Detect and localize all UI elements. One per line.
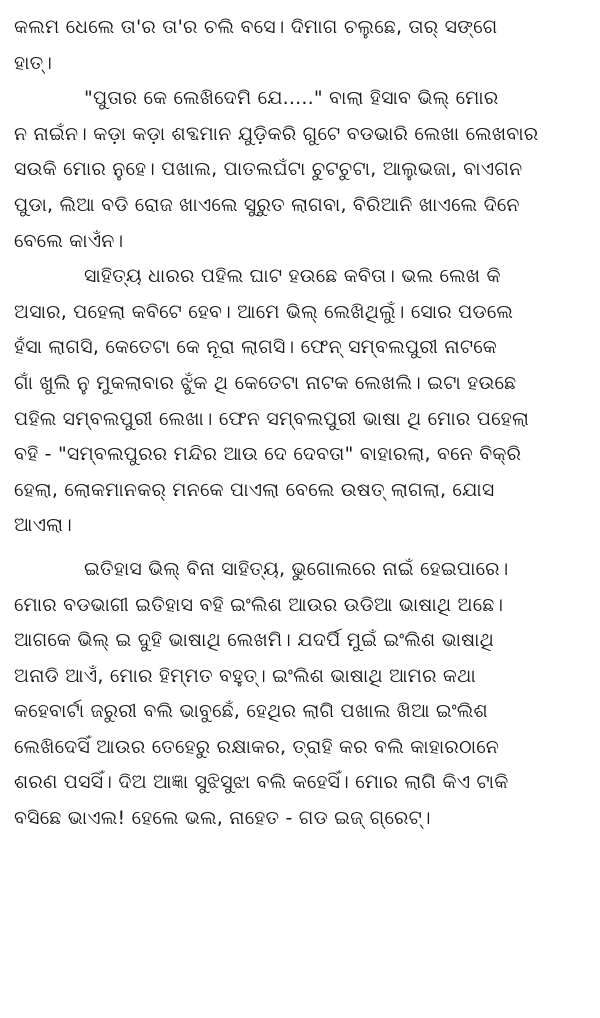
text-line: ଗାଁ ଖୁଲି ନୁ ମୁକଲାବାର ଝୁଁକ ଥି କେତେଟା ନାଟକ ଲେଖଲି। ଇଟା ହଉଛେ [14, 371, 517, 394]
paragraph-2 [14, 81, 586, 259]
paragraph-4 [14, 552, 586, 837]
text-line: ପୁଡା, ଲିଆ ବଡି ରୋଜ ଖାଏଲେ ସୁରୁତ ଲାଗବା, ବିରିଆନି ଖାଏଲେ ଦିନେ [14, 193, 520, 216]
text-line: ମୋର ବଡଭାଗୀ ଇତିହାସ ବହି ଇଂଲିଶ ଆଉର ଉଡିଆ ଭାଷାଥି ଅଛେ। [14, 593, 504, 616]
paragraph-1 [14, 10, 586, 81]
text-line: ହଁସା ଲାଗସି, କେତେଟା କେ ନୂରା ଲାଗସି। ଫେନ୍ ସମ୍ବଲପୁରୀ ନାଟକେ [14, 336, 497, 359]
text-line: ଶରଣ ପସସିଁ। ଦିଅ ଆଜ୍ଞା ସୁଝିସୁଝା ବଲି କହେସିଁ। ମୋର ଲାଗି କିଏ ଟାକି [14, 771, 509, 794]
text-line: ବେଲେ କାଏଁନ। [14, 229, 124, 252]
text-line: ଆଗକେ ଭିଲ୍ ଇ ଦୁହି ଭାଷାଥି ଲେଖମି। ଯଦର୍ପି ମୁଇଁ ଇଂଲିଶ ଭାଷାଥି [14, 629, 495, 652]
paragraph-3 [14, 259, 586, 544]
text-line: ଲେଖିଦେସିଁ ଆଉର ତେହେରୁ ରକ୍ଷାକର, ତ୍ରାହି କର ବଲି କାହାରଠାନେ [14, 735, 500, 758]
text-line: କଲମ ଧେଲେ ତା'ର ତା'ର ଚଲି ବସେ। ଦିମାଗ ଚଲୁଛେ, ତାର୍ ସଙ୍ଗେ [14, 16, 498, 38]
text-line: ସାହିତ୍ୟ ଧାରର ପହିଲ ଘାଟ ହଉଛେ କବିତା। ଭଲ ଲେଖ କି [84, 265, 501, 288]
text-line: ସଉକି ମୋର ନୁହେ। ପଖାଲ, ପାତଲଘଁଟା ଚୁଟଚୁଟା, ଆଲୁଭଜା, ବାଏଗନ [14, 158, 523, 181]
text-line: କହେବାର୍ଟା ଜରୁରୀ ବଲି ଭାବୁଛେଁ, ହେଥିର ଲାଗି ପଖାଲ ଖିଆ ଇଂଲିଶ [14, 700, 488, 723]
text-line: ଆଏଲା। [14, 514, 72, 537]
text-line: ଇତିହାସ ଭିଲ୍ ବିନା ସାହିତ୍ୟ, ଭୁଗୋଲରେ ନାଇଁ ହେଇପାରେ। [84, 557, 509, 580]
text-line: ଅନାଡି ଆଏଁ, ମୋର ହିମ୍ମତ ବହୁତ୍। ଇଂଲିଶ ଭାଷାଥି ଆମର କଥା [14, 664, 476, 687]
text-line: ନ ନାଇଁନ। କଡ଼ା କଡ଼ା ଶବ୍ଦମାନ ଯୁଡ଼ିକରି ଗୁଟେ ବଡଭାରି ଲେଖା ଲେଖବାର [14, 122, 539, 145]
text-line: ବସିଛେ ଭାଏଲ! ହେଲେ ଭଲ, ନାହେତ - ଗଡ ଇଜ୍ ଗ୍ରେଟ୍। [14, 807, 431, 830]
text-line: ହେଲା, ଲୋକମାନକର୍ ମନକେ ପାଏଲା ବେଲେ ଉଷତ୍ ଲାଗଲା, ଯୋସ [14, 478, 495, 501]
paragraph-spacer [14, 544, 586, 552]
text-line: ପହିଲ ସମ୍ବଲପୁରୀ ଲେଖା। ଫେନ ସମ୍ବଲପୁରୀ ଭାଷା ଥି ମୋର ପହେଲା [14, 407, 530, 430]
text-line: ହାତ୍। [14, 51, 53, 74]
text-line: "ପୁତାର କେ ଲେଖିଦେମି ଯେ....." ବାଲା ହିସାବ ଭିଲ୍ ମୋର [84, 87, 499, 110]
text-line: ବହି - "ସମ୍ବଲପୁରର ମନ୍ଦିର ଆଉ ଦେ ଦେବତା" ବାହାରଲା, ବନେ ବିକ୍ରି [14, 443, 522, 466]
text-line: ଅସାର, ପହେଲା କବିଟେ ହେବ। ଆମେ ଭିଲ୍ ଲେଖିଥିଲୁଁ। ସୋର ପଡଲେ [14, 300, 514, 323]
